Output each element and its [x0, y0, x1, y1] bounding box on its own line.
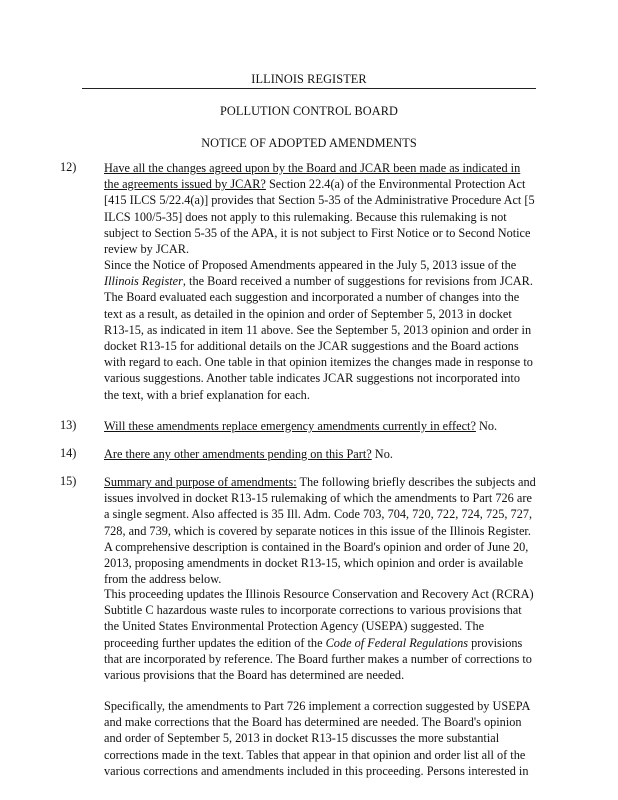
item-15-paragraph [104, 474, 538, 587]
item-13-number: 13) [60, 418, 77, 432]
item-12-question: Have all the changes agreed upon by the Board and JCAR been made as indicated in the agreements issued by JCAR? [104, 161, 521, 192]
item-12-p2-text-a: Since the Notice of Proposed Amendments appeared in the July 5, 2013 issue of the [104, 258, 517, 272]
register-title: ILLINOIS REGISTER [251, 72, 367, 86]
item-15-p2-text-a: This proceeding updates the Illinois Resource Conservation and Recovery Act (RCRA) Subtitle C hazardous waste rules to incorporate corrections to various provisions that the United States Environmental Protection Agency (USEPA) suggested. The proceeding further updates the edition of the [104, 587, 534, 650]
item-12-paragraph [104, 160, 538, 257]
item-15-paragraph-2 [104, 586, 538, 683]
notice-title: NOTICE OF ADOPTED AMENDMENTS [201, 136, 417, 150]
item-15-number: 15) [60, 474, 77, 488]
item-13-paragraph [104, 418, 538, 434]
item-12-p2-text-b: , the Board received a number of suggestions for revisions from JCAR. The Board evaluated each suggestion and incorporated a number of changes into the text as a result, as detailed in the opinion and order of September 5, 2013 in docket R13-15, as indicated in item 11 above. See the September 5, 2013 opinion and order in docket R13-15 for additional details on the JCAR suggestions and the Board actions with regard to each. One table in that opinion itemizes the changes made in response to various suggestions. Another table indicates JCAR suggestions not incorporated into the text, with a brief explanation for each. [104, 274, 533, 402]
item-14-question: Are there any other amendments pending on this Part? [104, 447, 372, 461]
header-rule [82, 88, 536, 89]
item-12-number: 12) [60, 160, 77, 174]
item-12-p2-italic: Illinois Register [104, 274, 183, 289]
item-14-answer: No. [371, 447, 393, 461]
item-15-question: Summary and purpose of amendments: [104, 475, 297, 489]
item-14-paragraph [104, 446, 538, 462]
item-15-p2-italic: Code of Federal Regulations [325, 635, 469, 650]
item-13-answer: No. [475, 419, 498, 433]
item-15-paragraph-3: Specifically, the amendments to Part 726 implement a correction suggested by USEPA and make corrections that the Board has determined are needed. The Board's opinion and order of September 5, 2013 in docket R13-15 discusses the more substantial corrections made in the text. Tables that appear in that opinion and order list all of the various corrections and amendments included in this proceeding. Persons interested in [104, 699, 530, 778]
item-13-question: Will these amendments replace emergency amendments currently in effect? [104, 419, 476, 433]
agency-title: POLLUTION CONTROL BOARD [219, 104, 399, 118]
item-15-p2-text-b: provisions that are incorporated by reference. The Board further makes a number of corrections to various provisions that the Board has determined are needed. [104, 635, 532, 683]
item-14-number: 14) [60, 446, 77, 460]
item-12-answer: Section 22.4(a) of the Environmental Protection Act [415 ILCS 5/22.4(a)] provides that Section 5-35 of the Administrative Procedure Act [5 ILCS 100/5-35] does not apply to this rulemaking. Because this rulemaking is not subject to Section 5-35 of the APA, it is not subject to First Notice or to Second Notice review by JCAR. [104, 177, 535, 257]
item-15-answer: The following briefly describes the subjects and issues involved in docket R13-15 rulemaking of which the amendments to Part 726 are a single segment. Also affected is 35 Ill. Adm. Code 703, 704, 720, 722, 724, 725, 727, 728, and 739, which is covered by separate notices in this issue of the Illinois Register. A comprehensive description is contained in the Board's opinion and order of June 20, 2013, proposing amendments in docket R13-15, which opinion and order is available from the address below. [104, 475, 536, 587]
item-12-paragraph-2 [104, 257, 538, 403]
